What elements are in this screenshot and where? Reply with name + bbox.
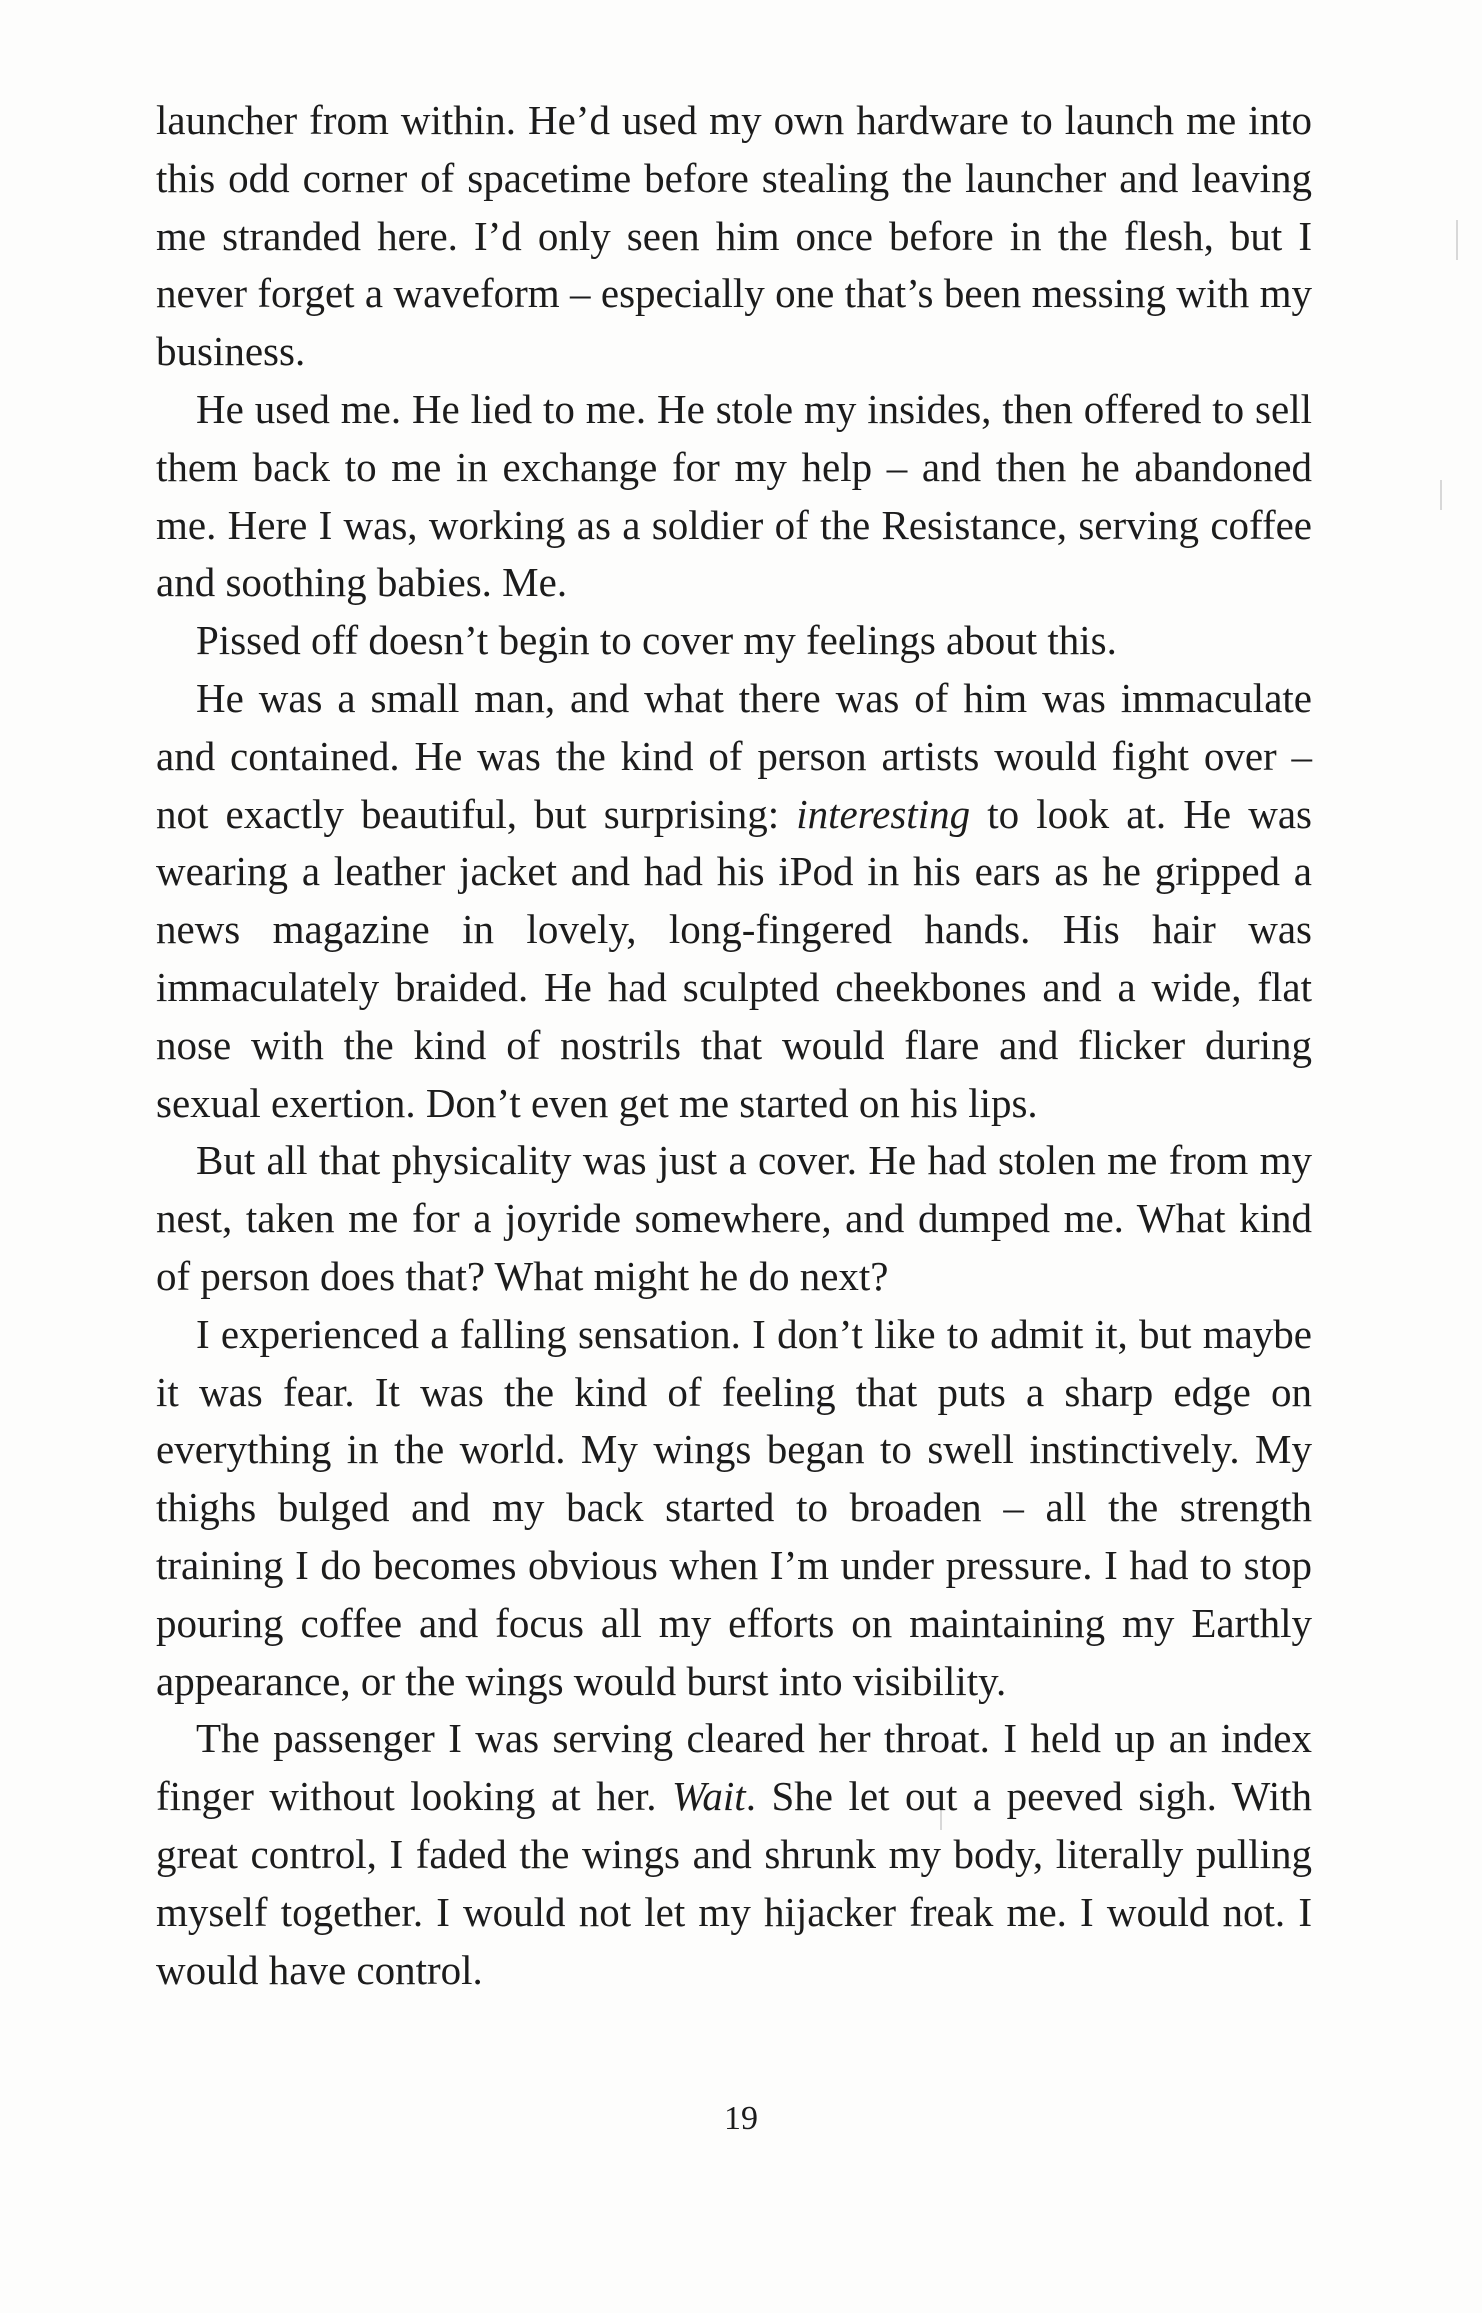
paragraph-4-text-before: He was a small man, and what there was of him was immaculate and contained. He was the kind of person artists would fight over – not exactly beautiful, but surprising: (156, 674, 1312, 837)
paragraph-5: But all that physicality was just a cover. He had stolen me from my nest, taken me for a joyride somewhere, and dumped me. What kind of person does that? What might he do next? (156, 1137, 1312, 1299)
paragraph-7-text-after: . She let out a peeved sigh. With great control, I faded the wings and shrunk my body, literally pulling myself together. I would not let my hijacker freak me. I would not. I would have control. (156, 1773, 1313, 1993)
paragraph-6: I experienced a falling sensation. I don’t like to admit it, but maybe it was fear. It was the kind of feeling that puts a sharp edge on everything in the world. My wings began to swell instinctively. My thighs bulged and my back started to broaden – all the strength training I do becomes obvious when I’m under pressure. I had to stop pouring coffee and focus all my efforts on maintaining my Earthly appearance, or the wings would burst into visibility. (156, 1310, 1312, 1704)
paragraph-1: launcher from within. He’d used my own hardware to launch me into this odd corner of spacetime before stealing the launcher and leaving me stranded here. I’d only seen him once before in the flesh, but I never forget a waveform – especially one that’s been messing with my business. (156, 97, 1312, 375)
scan-mark (1440, 480, 1442, 510)
paragraph-2: He used me. He lied to me. He stole my insides, then offered to sell them back to me in exchange for my help – and then he abandoned me. Here I was, working as a soldier of the Resistance, serving coffee and soothing babies. Me. (156, 385, 1312, 606)
paragraph-7-text-before: The passenger I was serving cleared her throat. I held up an index finger without looking at her. (156, 1715, 1312, 1820)
emphasis-interesting: interesting (796, 790, 971, 837)
paragraph-4 (156, 670, 1312, 1132)
body-text (156, 92, 1312, 1999)
scan-mark (1456, 220, 1458, 260)
page-number: 19 (724, 2100, 758, 2137)
paragraph-4-text-after: to look at. He was wearing a leather jacket and had his iPod in his ears as he gripped a news magazine in lovely, long-fingered hands. His hair was immaculately braided. He had sculpted cheekbones and a wide, flat nose with the kind of nostrils that would flare and flicker during sexual exertion. Don’t even get me started on his lips. (156, 790, 1312, 1126)
paragraph-7 (156, 1710, 1312, 1999)
emphasis-wait: Wait (672, 1773, 746, 1820)
paragraph-3: Pissed off doesn’t begin to cover my feelings about this. (196, 617, 1117, 664)
